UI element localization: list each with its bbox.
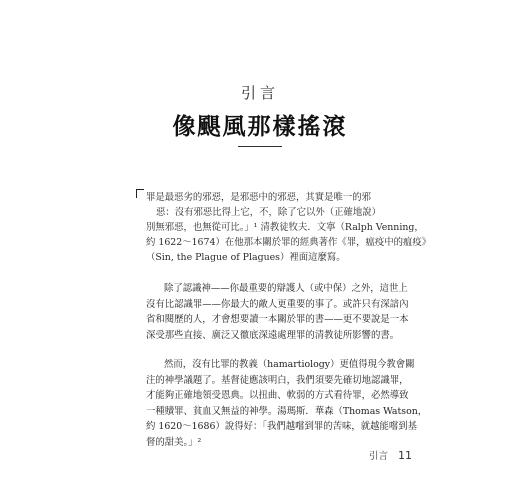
paragraph-line: 督的甜美。」² xyxy=(146,436,202,448)
body-paragraph xyxy=(146,357,428,451)
epigraph-line: 約 1622～1674）在他那本關於罪的經典著作《罪，瘟疫中的瘟疫》 xyxy=(146,237,432,248)
body-paragraph xyxy=(146,281,428,343)
paragraph-line: 然而，沒有比罪的教義（hamartiology）更值得現今教會關 xyxy=(164,359,415,370)
chapter-title: 像颶風那樣搖滾 xyxy=(172,113,348,140)
paragraph-line: 沒有比認識罪——你最大的敵人更重要的事了。或許只有深諳內 xyxy=(146,298,409,310)
epigraph-line: 別無邪惡，也無從可比。」¹ 清教徒牧夫．文寧（Ralph Venning， xyxy=(146,222,424,233)
epigraph-quote xyxy=(146,190,432,265)
page-footer xyxy=(369,448,412,462)
paragraph-line: 省和閱歷的人，才會想要讀一本關於罪的書——更不要說是一本 xyxy=(146,314,409,326)
epigraph-line: 惡：沒有邪惡比得上它，不，除了它以外（正確地說） xyxy=(156,207,382,218)
epigraph-line: 罪是最惡劣的邪惡，是邪惡中的邪惡，其實是唯一的邪 xyxy=(146,192,372,203)
epigraph-line: （Sin, the Plague of Plagues）裡面這麼寫。 xyxy=(146,252,346,263)
chapter-label: 引言 xyxy=(240,84,279,102)
page-number: 11 xyxy=(398,449,412,462)
paragraph-line: 注的神學議題了。基督徒應該明白，我們須要先確切地認識罪， xyxy=(146,374,409,386)
paragraph-line: 除了認識神——你最重要的辯護人（或中保）之外，這世上 xyxy=(164,283,408,294)
paragraph-line: 深受那些直接、廣泛又徹底深遠處理罪的清教徒所影響的書。 xyxy=(146,329,400,341)
running-footer-section: 引言 xyxy=(368,451,388,462)
opening-quote-mark xyxy=(136,189,144,198)
paragraph-line: 一種贖罪、貧血又無益的神學。湯瑪斯．華森（Thomas Watson， xyxy=(146,405,428,417)
paragraph-line: 才能夠正確地領受恩典。以扭曲、軟弱的方式看待罪，必然導致 xyxy=(146,390,409,402)
paragraph-line: 約 1620～1686）說得好：「我們越嚐到罪的苦味，就越能嚐到基 xyxy=(146,421,418,433)
title-divider xyxy=(238,146,282,147)
